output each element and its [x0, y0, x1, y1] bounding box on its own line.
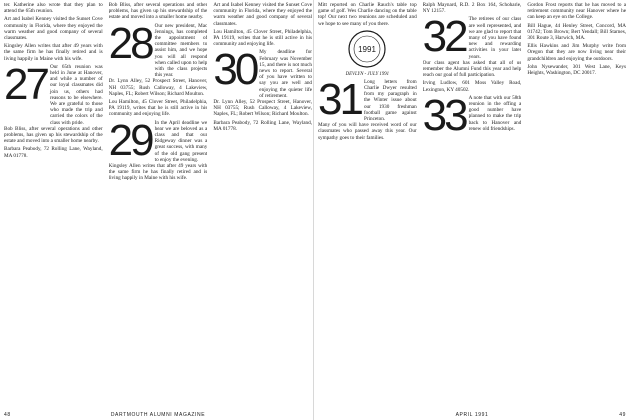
right-column-2 [423, 2, 522, 406]
class-notes-paragraph: Bill Hague, 44 Henley Street, Concord, MA 01742; Tom Brown; Bert Yendall; Bill Starnes, 301 Route 3, Harwich, MA. [527, 22, 626, 42]
class-33-text: A note that with our 58th reunion in the offing a good number have planned to make the trip back to Hanover and renew old friendships. [468, 94, 522, 132]
class-30-section [213, 45, 312, 99]
page-number: 49 [619, 412, 626, 418]
class-28-section [108, 18, 208, 79]
class-notes-paragraph: Kingsley Allen writes that after 49 years with the same firm he has finally retired and is living happily in Maine with his wife. [4, 43, 103, 62]
class-notes-paragraph: Gordon Frost reports that he has moved to a retirement community near Hanover where he can keep an eye on the College. [527, 2, 626, 21]
class-year-number: 27 [4, 59, 47, 109]
class-31-text: Long letters from Charlie Dwyer resulted from my paragraph in the Winter issue about our 1930 freshman football game against Princeton. [363, 78, 417, 123]
left-page-footer [4, 412, 312, 418]
magazine-name: DARTMOUTH ALUMNI MAGAZINE [110, 412, 206, 418]
class-notes-paragraph: Ralph Maynard, R.D. 2 Box 164, Schoharie, NY 12157. [422, 2, 522, 15]
right-page [318, 0, 626, 420]
class-notes-paragraph: Irving Ludlow, 601 Moss Valley Road, Lexington, KY 40502. [422, 80, 522, 93]
class-year-number: 30 [213, 45, 257, 95]
issue-date: APRIL 1991 [455, 412, 489, 418]
class-28-text: Our new president, Mac Jennings, has completed the appointment of committee members to assist him, and we hope you will all respond when called upon to help with the class projects this year. [154, 22, 208, 79]
class-notes-paragraph: Art and Isabel Kenney visited the Sunset Cove community in Florida, where they enjoyed the warm weather and good company of several classmates. [213, 2, 312, 27]
class-year-number: 32 [422, 12, 466, 62]
class-year-number: 29 [108, 115, 152, 165]
right-column-3 [527, 2, 626, 406]
class-notes-paragraph: Bob Bliss, after several operations and other problems, has given up his stewardship of the estate and moved into a smaller home nearby. [108, 2, 208, 21]
class-year-number: 33 [422, 90, 466, 140]
class-notes-paragraph: Ellis Hawkins and Jim Murphy write from Oregon that they are now living near their grandchildren and enjoying the outdoors. [527, 43, 626, 62]
class-notes-paragraph: Dr. Lynn Alley, 52 Prospect Street, Hanover, NH 03755; Rush Calloway, 4 Lakeview, Naples, FL; Robert Wilson; Richard Moulton. [213, 99, 312, 118]
class-notes-paragraph: Bob Bliss, after several operations and other problems, has given up his stewardship of the estate and moved into a smaller home nearby. [4, 125, 103, 145]
class-notes-paragraph: Barbara Peabody, 72 Rolling Lane, Wayland, MA 01778. [213, 119, 312, 132]
left-column-3 [213, 2, 312, 406]
class-27-section [4, 59, 103, 126]
page-gutter [313, 0, 314, 420]
right-page-columns [318, 2, 626, 406]
left-column-1 [4, 2, 103, 406]
class-notes-paragraph: Art and Isabel Kenney visited the Sunset Cove community in Florida, where they enjoyed the warm weather and good company of several classmates. [4, 16, 103, 42]
left-page-columns [4, 2, 312, 406]
logo-caption: DEVLYN - JULY 1991 [345, 71, 390, 77]
page-number: 48 [4, 412, 11, 418]
class-30-text: My deadline for February was November 15, and there is not much news to report. Several of you have written to say you are well and enjoying the quieter life of retirement. [259, 49, 312, 99]
class-27-text: Our 65th reunion was held in June at Hanover, and while a number of our loyal classmates did join us, others had reasons to be elsewhere. We are grateful to those who made the trip and carried the colors of the class with pride. [49, 63, 103, 126]
class-33-section [422, 90, 522, 140]
class-notes-paragraph: Barbara Peabody, 72 Rolling Lane, Wayland, MA 01778. [4, 146, 103, 159]
left-column-2 [109, 2, 208, 406]
class-notes-paragraph: Our class agent has asked that all of us remember the Alumni Fund this year and help reach our goal of full participation. [422, 59, 522, 79]
class-notes-paragraph: Dr. Lynn Alley, 52 Prospect Street, Hanover, NH 03755; Rush Calloway, 4 Lakeview, Naples, FL; Robert Wilson; Richard Moulton. [108, 78, 208, 97]
class-notes-paragraph: Mitt reported on Charlie Rauch's table top game of golf. Wes Charlie dancing on the table top! Our next two reunions are scheduled and we hope to see many of you there. [318, 2, 417, 27]
class-notes-paragraph: Lou Hamilton, 45 Clover Street, Philadelphia, PA 19119, writes that he is still active in his community and enjoying life. [213, 28, 312, 48]
class-notes-paragraph: Many of you will have received word of our classmates who passed away this year. Our sympathy goes to their families. [318, 122, 417, 141]
right-column-1 [318, 2, 417, 406]
class-notes-paragraph: Kingsley Allen writes that after 49 years with the same firm he has finally retired and is living happily in Maine with his wife. [108, 163, 208, 182]
class-notes-paragraph: John Nysewander, 301 West Lane, Keys Heights, Washington, DC 20017. [527, 63, 626, 77]
right-page-footer [318, 412, 626, 418]
class-notes-paragraph: Lou Hamilton, 45 Clover Street, Philadelphia, PA 19119, writes that he is still active in his community and enjoying life. [108, 99, 208, 118]
class-32-section [422, 12, 522, 62]
reunion-seal-icon [347, 29, 387, 69]
reunion-logo-text: 1991 [358, 44, 377, 54]
class-notes-paragraph: ter. Katherine also wrote that they plan to attend the 65th reunion. [4, 2, 103, 15]
class-32-text: The retirees of our class are well represented, and we are glad to report that many of you have found new and rewarding activities in your later years. [468, 16, 522, 60]
class-29-text: In the April deadline we hear we are beloved as a class and that our Ridgeway dinner was a great success, with many of the old gang present to enjoy the evening. [154, 119, 208, 163]
reunion-logo [318, 29, 417, 69]
class-year-number: 28 [108, 18, 152, 68]
class-29-section [108, 115, 208, 165]
class-year-number: 31 [318, 74, 361, 124]
left-page [4, 0, 312, 420]
